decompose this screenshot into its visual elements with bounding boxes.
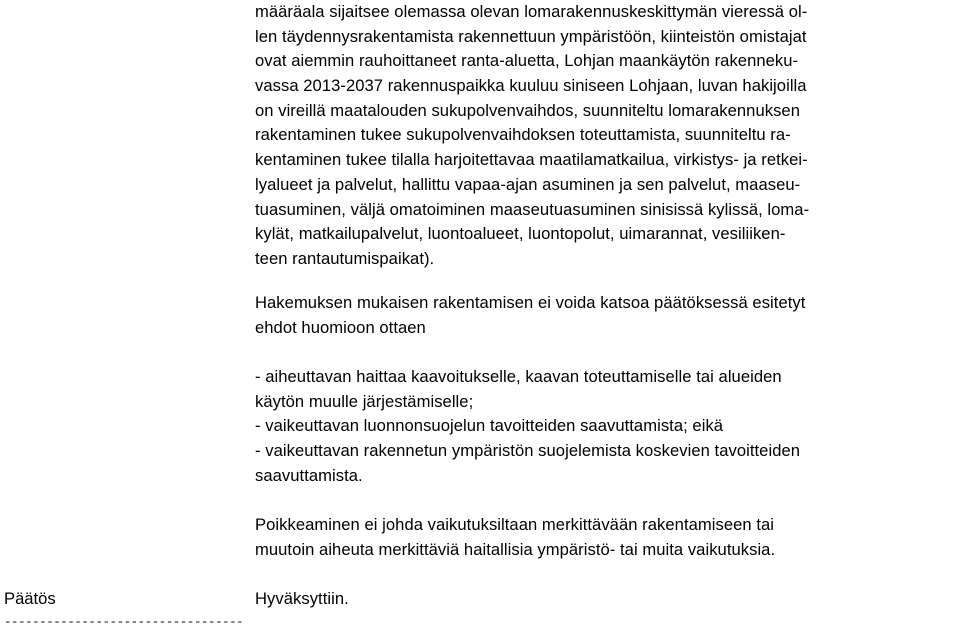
text-line: rakentaminen tukee sukupolvenvaihdoksen toteuttamista, suunniteltu ra- bbox=[255, 125, 791, 145]
list-item-continuation: saavuttamista. bbox=[255, 465, 363, 485]
decision-label: Päätös bbox=[4, 589, 56, 608]
decision-text bbox=[255, 587, 960, 612]
text-line: kentaminen tukee tilalla harjoitettavaa maatilamatkailua, virkistys- ja retkei- bbox=[255, 150, 808, 170]
list-item: - aiheuttavan haittaa kaavoitukselle, kaavan toteuttamiselle tai alueiden bbox=[255, 367, 782, 386]
text-line: kylät, matkailupalvelut, luontoalueet, luontopolut, uimarannat, vesiliiken- bbox=[255, 224, 786, 244]
text-line: tuasuminen, väljä omatoiminen maaseutuasuminen sinisissä kylissä, loma- bbox=[255, 199, 810, 219]
list-item: - vaikeuttavan rakennetun ympäristön suojelemista koskevien tavoitteiden bbox=[255, 441, 801, 461]
text-line: Poikkeaminen ei johda vaikutuksiltaan merkittävään rakentamiseen tai bbox=[255, 515, 775, 534]
decision-value: Hyväksyttiin. bbox=[255, 589, 349, 608]
paragraph-justification-continuation bbox=[255, 0, 960, 272]
text-line: lyalueet ja palvelut, hallittu vapaa-ajan asuminen ja sen palvelut, maaseu- bbox=[255, 174, 801, 194]
text-line: on vireillä maatalouden sukupolvenvaihdos, suunniteltu lomarakennuksen bbox=[255, 100, 800, 120]
text-line: vassa 2013-2037 rakennuspaikka kuuluu siniseen Lohjaan, luvan hakijoilla bbox=[255, 76, 807, 96]
text-line: teen rantautumispaikat). bbox=[255, 248, 435, 268]
decision-divider: ---------------------------------- bbox=[4, 615, 244, 629]
text-line: määräala sijaitsee olemassa olevan lomarakennuskeskittymän vieressä ol- bbox=[255, 2, 808, 21]
paragraph-application-assessment bbox=[255, 291, 960, 340]
conditions-list bbox=[255, 365, 960, 488]
text-line: ehdot huomioon ottaen bbox=[255, 317, 426, 337]
text-line: len täydennysrakentamista rakennettuun ympäristöön, kiinteistön omistajat bbox=[255, 26, 807, 46]
text-line: Hakemuksen mukaisen rakentamisen ei voida katsoa päätöksessä esitetyt bbox=[255, 293, 806, 312]
text-line: muutoin aiheuta merkittäviä haitallisia ympäristö- tai muita vaikutuksia. bbox=[255, 539, 776, 559]
paragraph-exception-impact bbox=[255, 513, 960, 562]
list-item: - vaikeuttavan luonnonsuojelun tavoitteiden saavuttamista; eikä bbox=[255, 416, 724, 436]
list-item-continuation: käytön muulle järjestämiselle; bbox=[255, 391, 474, 411]
text-line: ovat aiemmin rauhoittaneet ranta-aluetta, Lohjan maankäytön rakenneku- bbox=[255, 51, 799, 71]
